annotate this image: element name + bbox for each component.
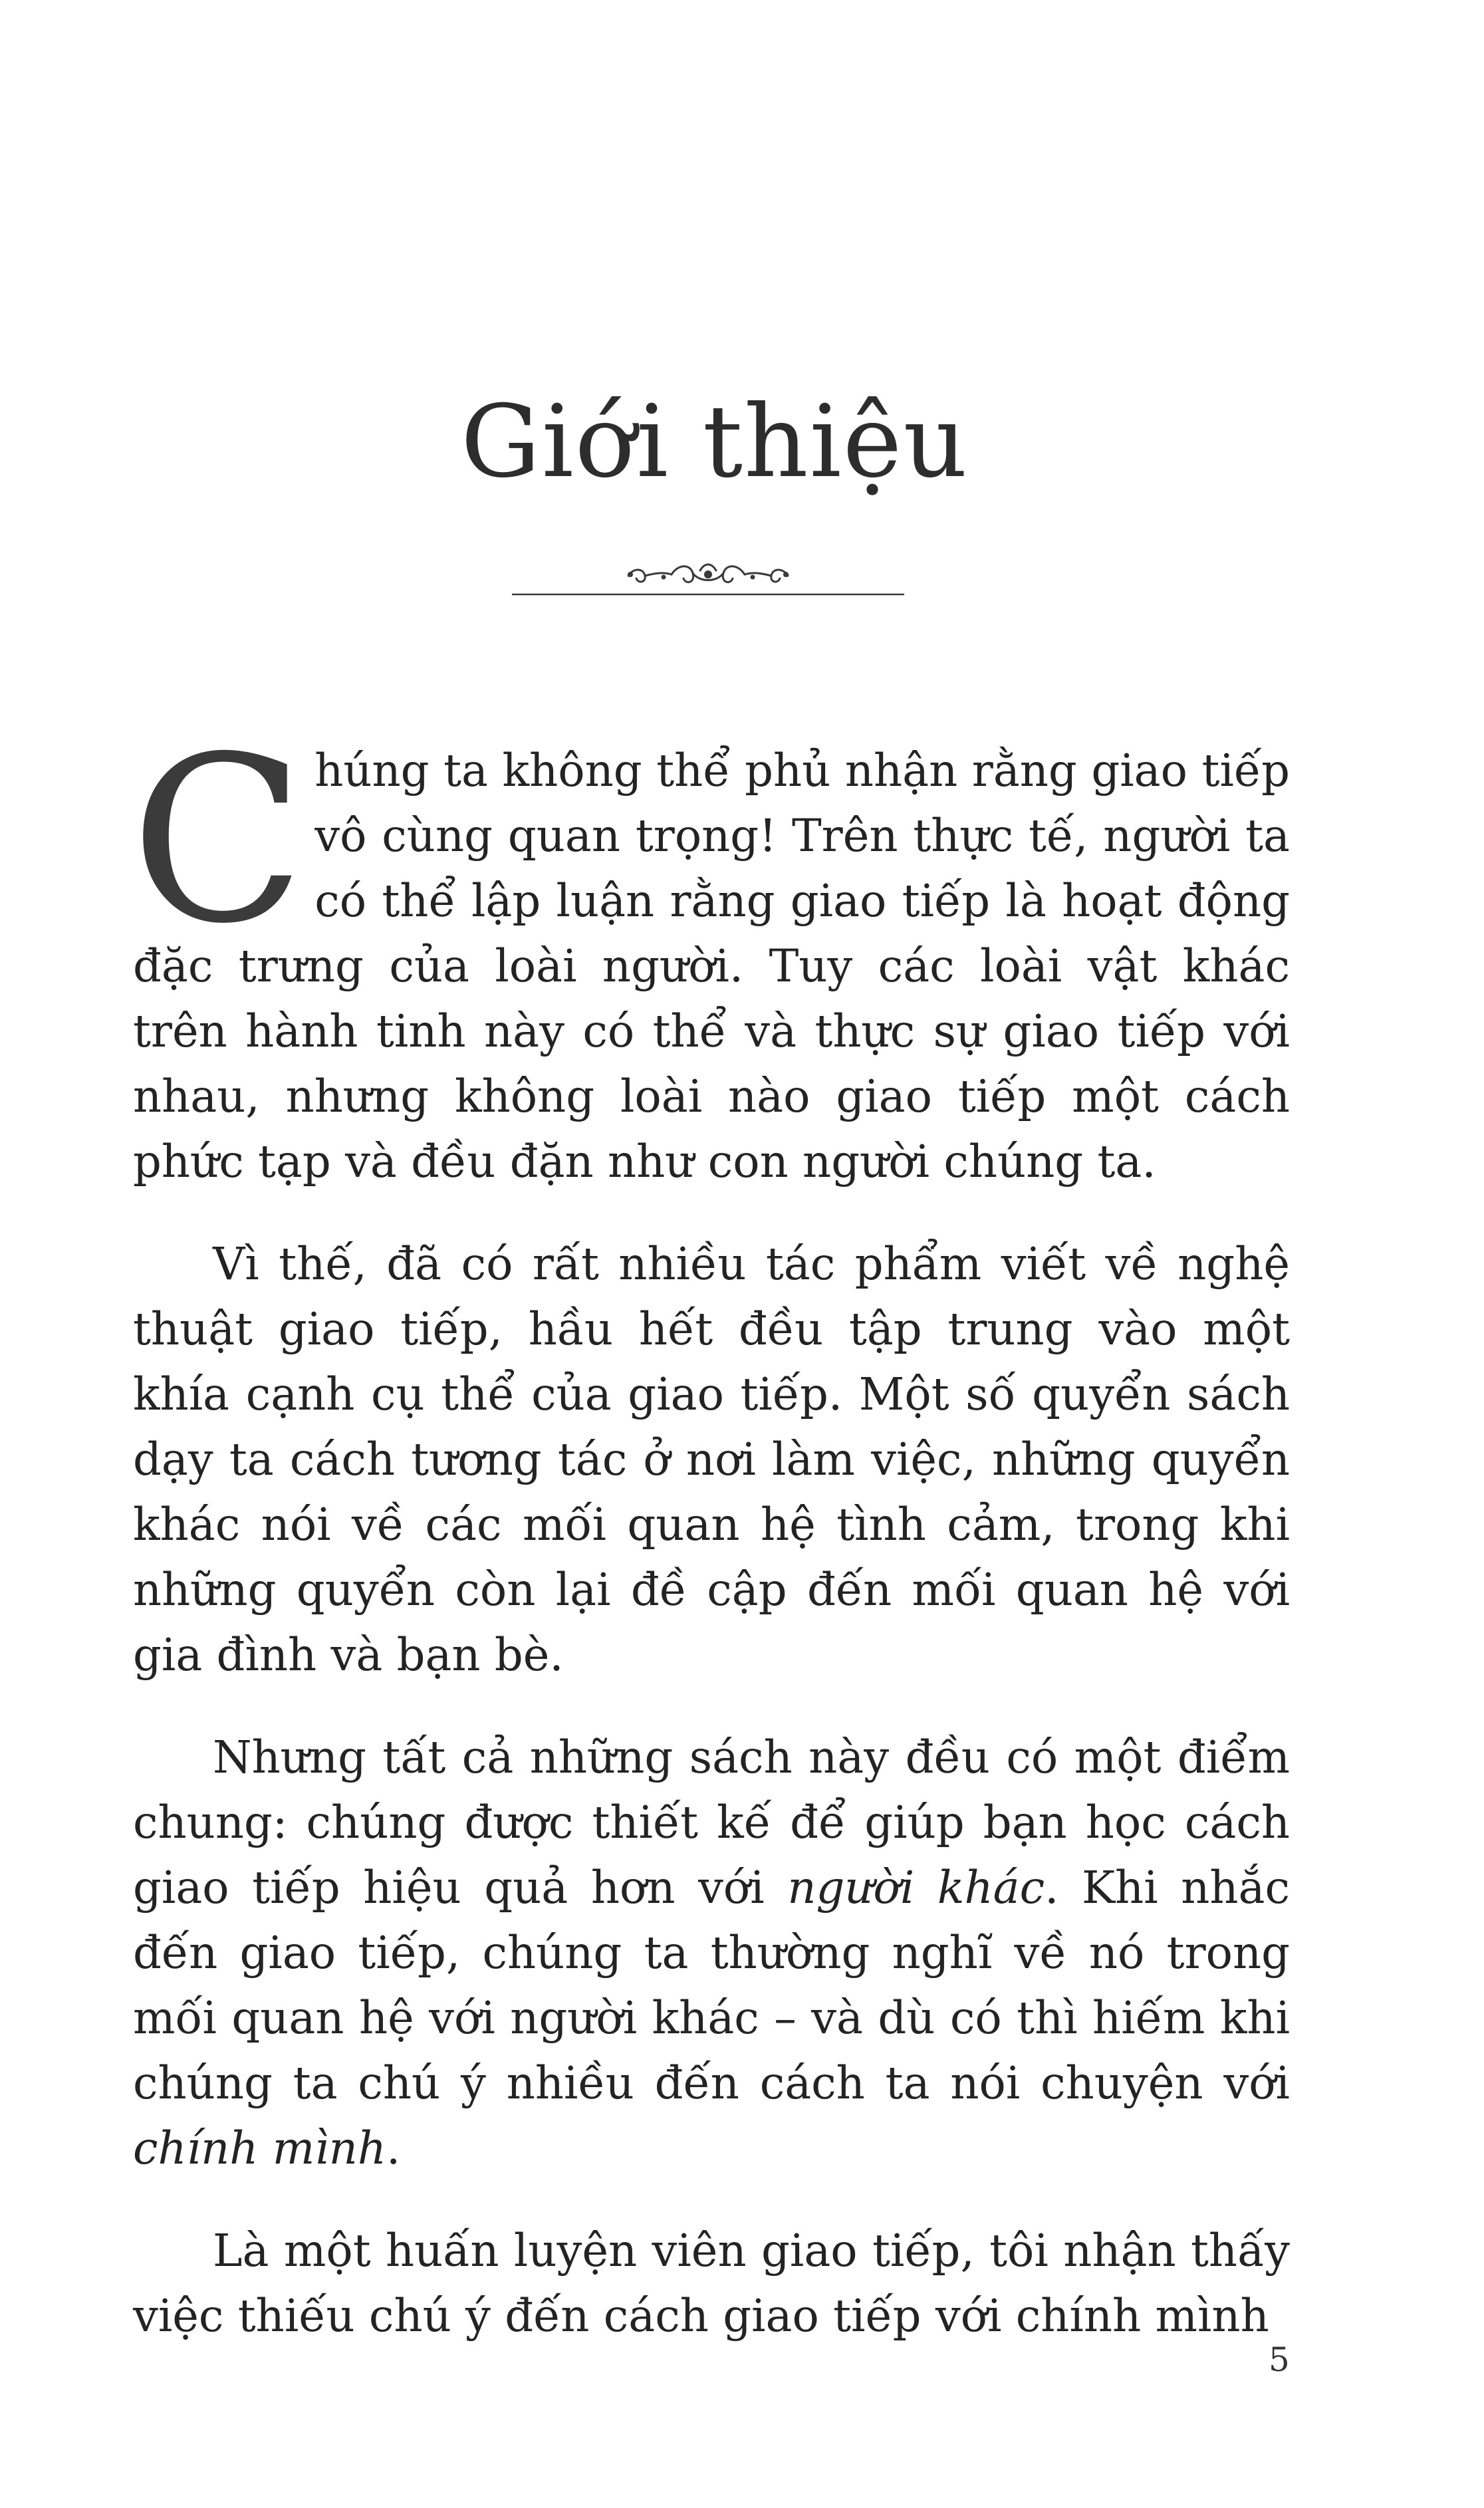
page-number: 5 <box>1269 2340 1290 2379</box>
paragraph-3-text-a: Nhưng tất cả những sách này đều có một điểm chung: chúng được thiết kế để giúp bạn học cách giao tiếp hiệu quả hơn với <box>133 1731 1290 1914</box>
chapter-title: Giới thiệu <box>461 384 969 500</box>
paragraph-3-emphasis-b: chính mình <box>133 2122 386 2174</box>
paragraph-3 <box>133 1725 1290 2181</box>
drop-cap: C <box>130 708 306 974</box>
ornament-divider <box>512 557 904 604</box>
paragraph-3-text-b: . Khi nhắc đến giao tiếp, chúng ta thường nghĩ về nó trong mối quan hệ với người khác – và dù có thì hiếm khi chúng ta chú ý nhiều đến cách ta nói chuyện với <box>133 1862 1291 2109</box>
paragraph-1-text: húng ta không thể phủ nhận rằng giao tiếp vô cùng quan trọng! Trên thực tế, người ta có thể lập luận rằng giao tiếp là hoạt động đặc trưng của loài người. Tuy các loài vật khác trên hành tinh này có thể và thực sự giao tiếp với nhau, nhưng không loài nào giao tiếp một cách phức tạp và đều đặn như con người chúng ta. <box>133 745 1290 1188</box>
paragraph-3-text-c: . <box>386 2122 401 2174</box>
paragraph-2: Vì thế, đã có rất nhiều tác phẩm viết về nghệ thuật giao tiếp, hầu hết đều tập trung vào một khía cạnh cụ thể của giao tiếp. Một số quyển sách dạy ta cách tương tác ở nơi làm việc, những quyển khác nói về các mối quan hệ tình cảm, trong khi những quyển còn lại đề cập đến mối quan hệ với gia đình và bạn bè. <box>133 1238 1290 1681</box>
paragraph-4: Là một huấn luyện viên giao tiếp, tôi nhận thấy việc thiếu chú ý đến cách giao tiếp với chính mình <box>133 2225 1290 2342</box>
body-text <box>130 708 1291 2386</box>
paragraph-1 <box>130 708 1290 1194</box>
paragraph-3-emphasis-a: người khác <box>787 1862 1045 1914</box>
